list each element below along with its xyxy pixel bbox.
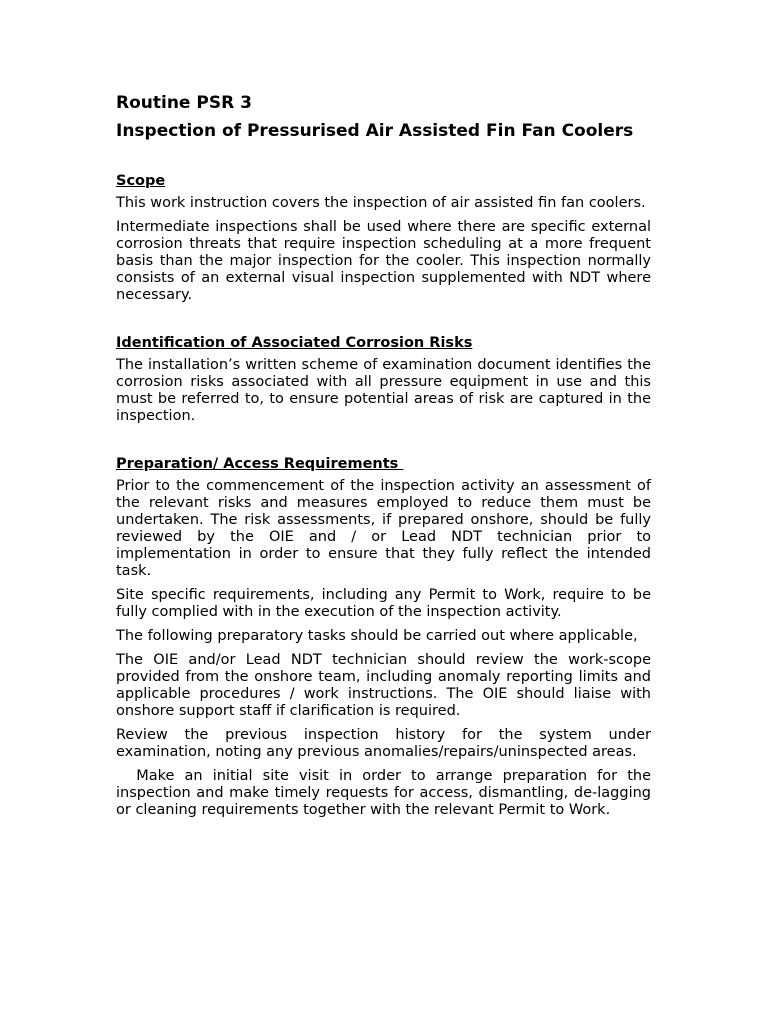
section-scope bbox=[116, 172, 651, 304]
section-corrosion-risks bbox=[116, 334, 651, 425]
paragraph: The OIE and/or Lead NDT technician should review the work-scope provided from the onshore team, including anomaly reporting limits and applicable procedures / work instructions. The OIE should liaise with onshore support staff if clarification is required. bbox=[116, 652, 651, 719]
section-heading: Identification of Associated Corrosion Risks bbox=[116, 335, 473, 351]
paragraph: Site specific requirements, including any Permit to Work, require to be fully complied with in the execution of the inspection activity. bbox=[116, 587, 651, 620]
section-preparation-access bbox=[116, 455, 656, 819]
paragraph: This work instruction covers the inspection of air assisted fin fan coolers. bbox=[116, 195, 646, 211]
paragraph: Prior to the commencement of the inspection activity an assessment of the relevant risks and measures employed to reduce them must be undertaken. The risk assessments, if prepared onshore, should be fully reviewed by the OIE and / or Lead NDT technician prior to implementation in order to ensure that they fully reflect the intended task. bbox=[116, 478, 651, 579]
paragraph: The installation’s written scheme of examination document identifies the corrosion risks associated with all pressure equipment in use and this must be referred to, to ensure potential areas of risk are captured in the inspection. bbox=[116, 357, 651, 424]
section-heading: Preparation/ Access Requirements bbox=[116, 456, 404, 472]
document-title: Inspection of Pressurised Air Assisted Fin Fan Coolers bbox=[116, 121, 634, 141]
routine-title: Routine PSR 3 bbox=[116, 93, 252, 113]
section-heading: Scope bbox=[116, 173, 166, 189]
paragraph: Review the previous inspection history for the system under examination, noting any previous anomalies/repairs/uninspected areas. bbox=[116, 727, 651, 760]
paragraph: The following preparatory tasks should be carried out where applicable, bbox=[116, 628, 638, 644]
document-page bbox=[116, 93, 656, 819]
paragraph: Intermediate inspections shall be used where there are specific external corrosion threats that require inspection scheduling at a more frequent basis than the major inspection for the cooler. This inspection normally consists of an external visual inspection supplemented with NDT where necessary. bbox=[116, 219, 651, 303]
paragraph: Make an initial site visit in order to arrange preparation for the inspection and make timely requests for access, dismantling, de-lagging or cleaning requirements together with the relevant Permit to Work. bbox=[116, 768, 656, 818]
